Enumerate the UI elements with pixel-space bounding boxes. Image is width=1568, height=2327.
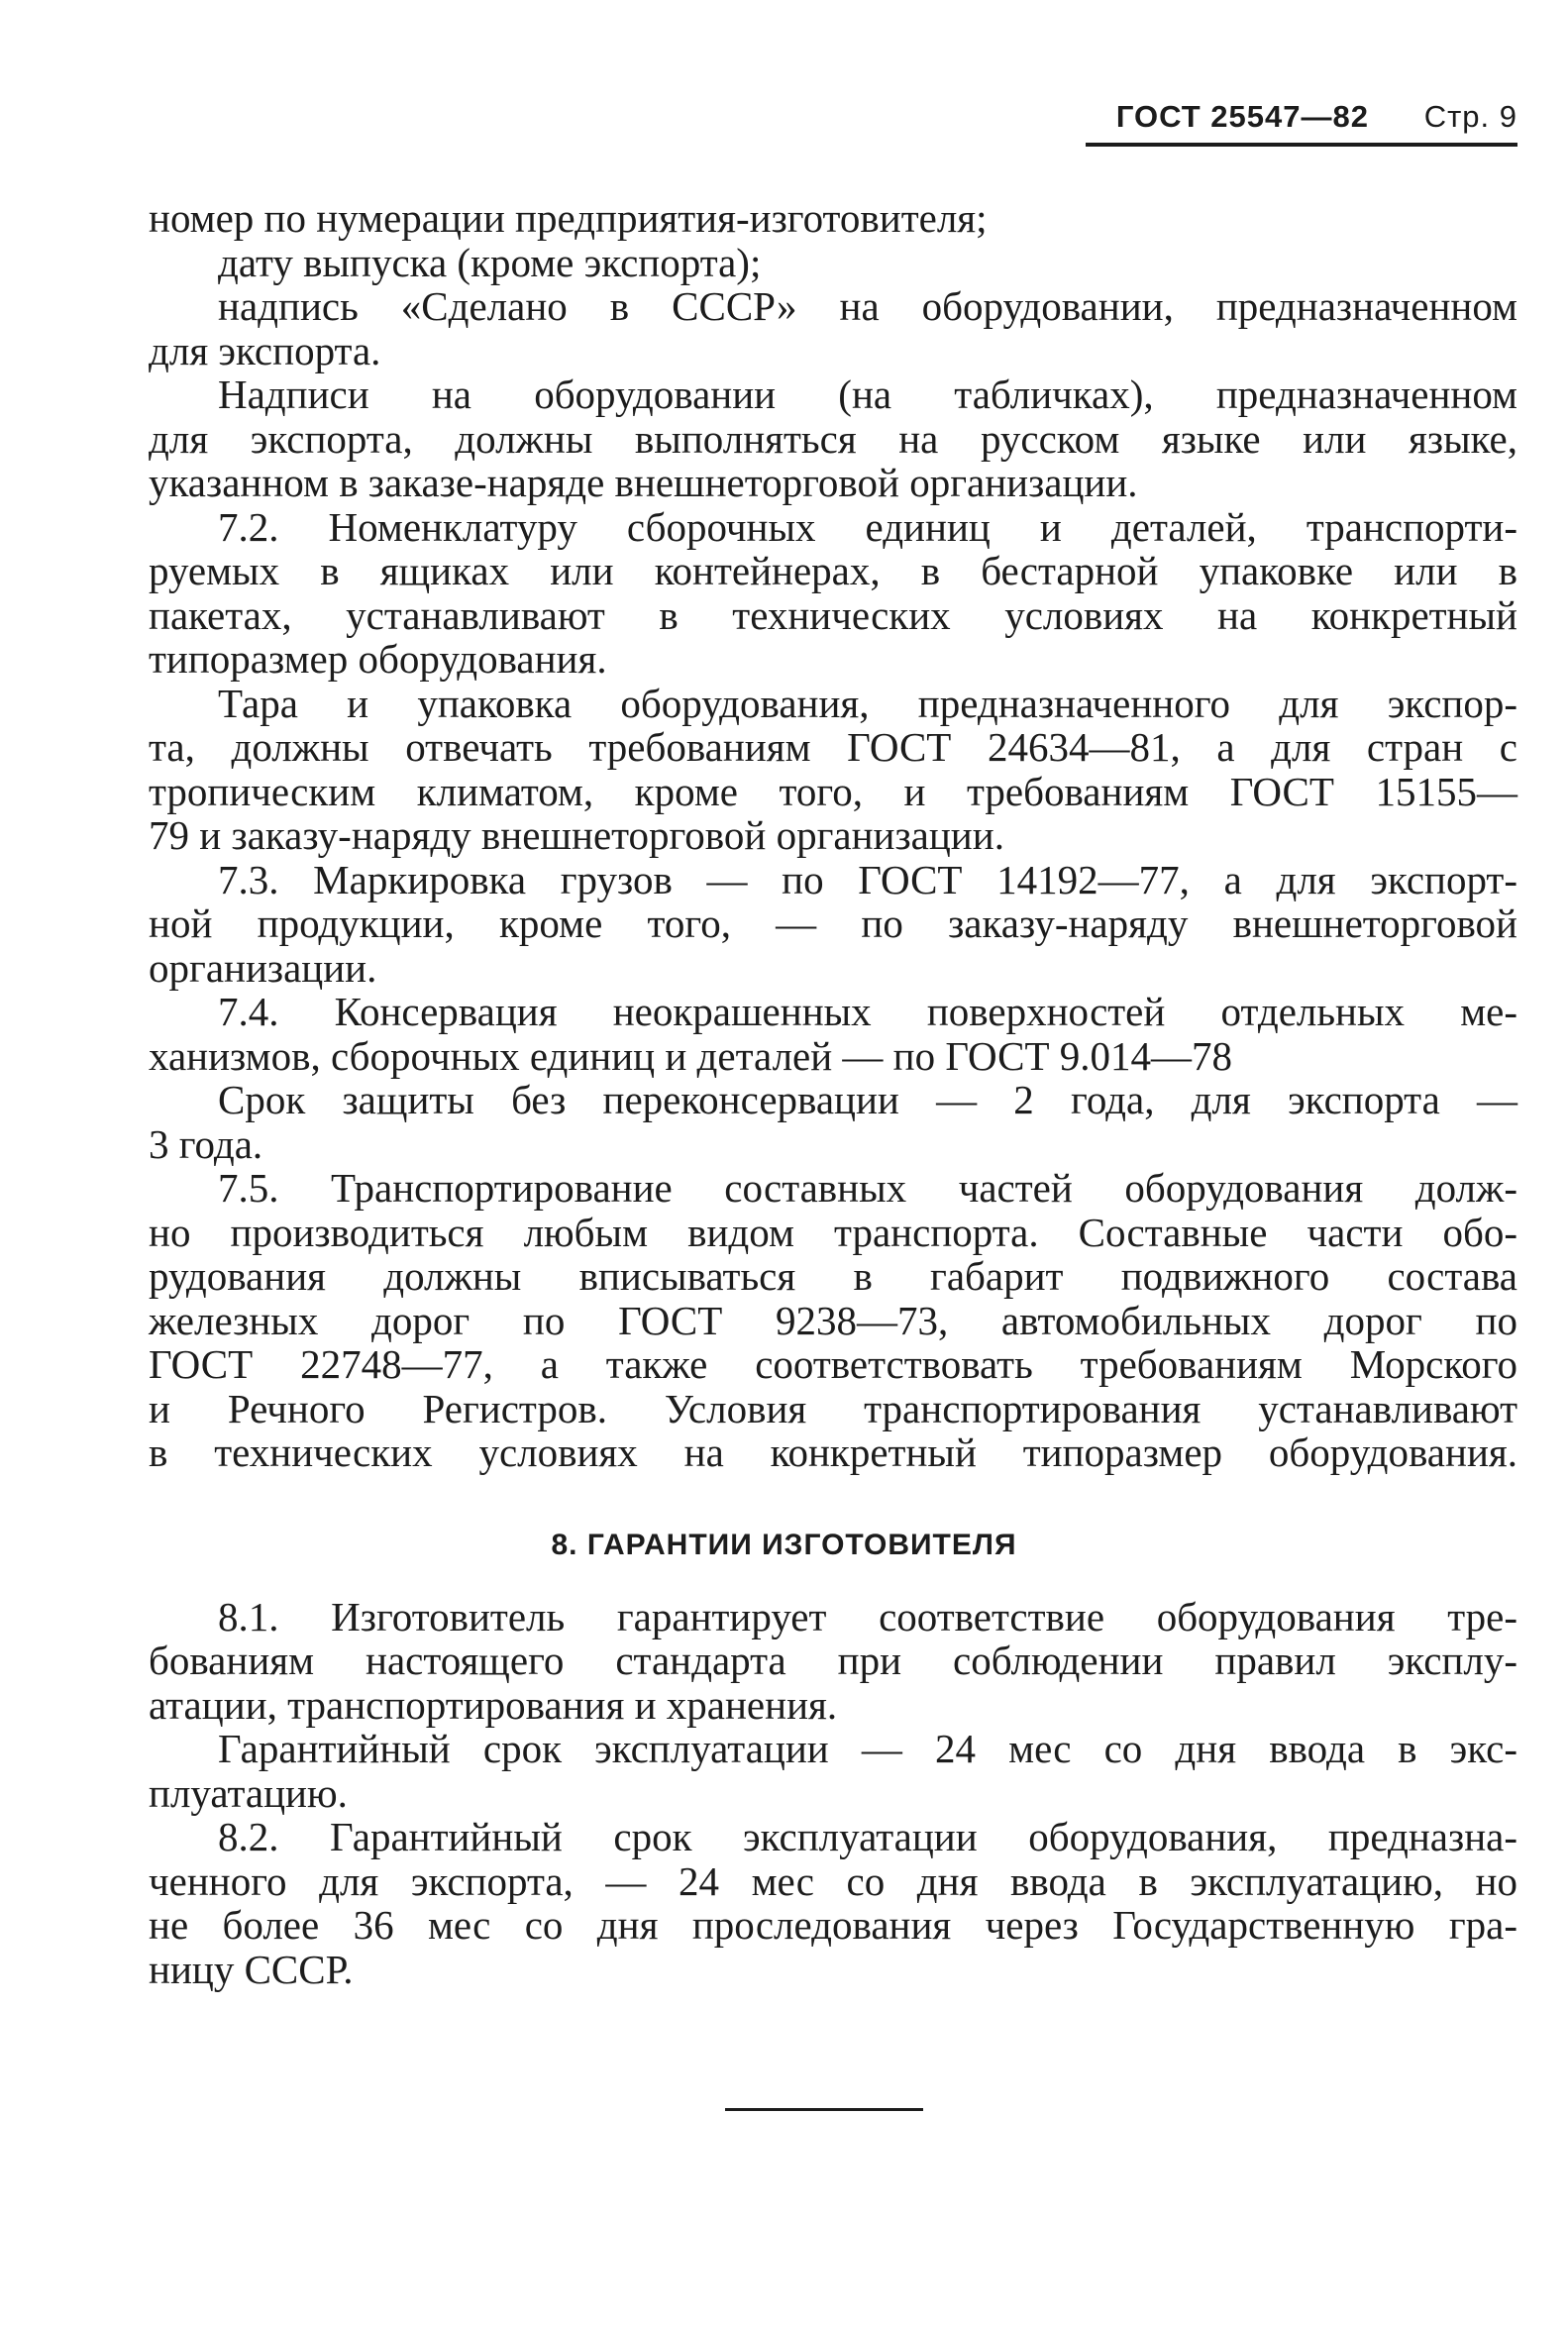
text-line: плуатацию. [149,1770,348,1816]
text-line: ницу СССР. [149,1947,354,1992]
header-rule [1086,143,1517,147]
text-line: 79 и заказу-наряду внешнеторговой организации. [149,812,1004,858]
text-line: не более 36 мес со дня проследования через Государственную гра- [149,1902,1517,1948]
text-line: Тара и упаковка оборудования, предназначенного для экспор- [218,681,1517,726]
text-line: 7.2. Номенклатуру сборочных единиц и деталей, транспорти- [218,504,1517,550]
text-line: рудования должны вписываться в габарит подвижного состава [149,1253,1517,1299]
page-number: Стр. 9 [1423,99,1517,134]
standard-number: ГОСТ 25547—82 [1115,99,1369,134]
text-line: но производиться любым видом транспорта. Составные части обо- [149,1210,1517,1255]
text-line: ной продукции, кроме того, — по заказу-наряду внешнеторговой [149,900,1517,946]
text-line: 7.5. Транспортирование составных частей оборудования долж- [218,1165,1517,1211]
text-line: в технических условиях на конкретный типоразмер оборудования. [149,1429,1517,1475]
text-line: и Речного Регистров. Условия транспортирования устанавливают [149,1386,1517,1431]
text-line: надпись «Сделано в СССР» на оборудовании, предназначенном [218,283,1517,329]
text-line: 7.3. Маркировка грузов — по ГОСТ 14192—77, а для экспорт- [218,857,1517,902]
text-line: ченного для экспорта, — 24 мес со дня ввода в эксплуатацию, но [149,1858,1517,1904]
text-line: 3 года. [149,1121,263,1167]
text-line: 8.2. Гарантийный срок эксплуатации оборудования, предназна- [218,1814,1517,1859]
section-heading: 8. ГАРАНТИИ ИЗГОТОВИТЕЛЯ [551,1529,1017,1561]
text-line: номер по нумерации предприятия-изготовителя; [149,195,988,241]
text-line: типоразмер оборудования. [149,636,607,682]
text-line: Надписи на оборудовании (на табличках), предназначенном [218,371,1517,417]
text-line: 7.4. Консервация неокрашенных поверхностей отдельных ме- [218,989,1517,1034]
text-line: бованиям настоящего стандарта при соблюдении правил эксплу- [149,1638,1517,1683]
text-line: для экспорта, должны выполняться на русском языке или языке, [149,416,1517,462]
text-line: организации. [149,945,377,991]
text-line: дату выпуска (кроме экспорта); [218,240,762,285]
text-line: указанном в заказе-наряде внешнеторговой организации. [149,460,1138,505]
text-line: железных дорог по ГОСТ 9238—73, автомобильных дорог по [149,1298,1517,1343]
text-line: тропическим климатом, кроме того, и требованиям ГОСТ 15155— [149,769,1517,814]
text-line: атации, транспортирования и хранения. [149,1682,838,1728]
text-line: руемых в ящиках или контейнерах, в бестарной упаковке или в [149,548,1517,593]
text-line: пакетах, устанавливают в технических условиях на конкретный [149,592,1517,638]
text-line: ханизмов, сборочных единиц и деталей — по ГОСТ 9.014—78 [149,1033,1233,1079]
text-line: Срок защиты без переконсервации — 2 года, для экспорта — [218,1077,1517,1122]
end-rule [725,2108,923,2111]
text-line: ГОСТ 22748—77, а также соответствовать требованиям Морского [149,1341,1517,1387]
text-line: та, должны отвечать требованиям ГОСТ 24634—81, а для стран с [149,724,1517,770]
text-line: 8.1. Изготовитель гарантирует соответствие оборудования тре- [218,1594,1517,1639]
text-line: Гарантийный срок эксплуатации — 24 мес со дня ввода в экс- [218,1726,1517,1771]
text-line: для экспорта. [149,328,381,373]
page-header [1086,99,1517,143]
